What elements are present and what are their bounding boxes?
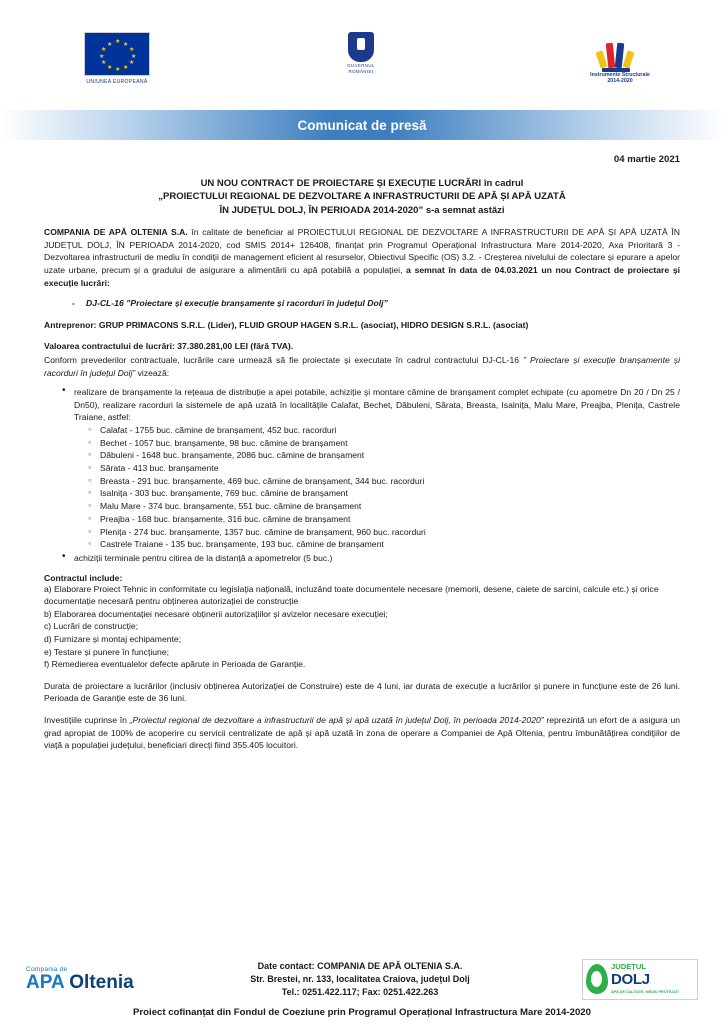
localities-list <box>74 424 680 551</box>
eu-logo <box>84 32 150 85</box>
contact-line-2: Str. Brestei, nr. 133, localitatea Craiova, județul Dolj <box>250 973 470 984</box>
includes-heading: Contractul include: <box>44 572 123 583</box>
locality-text: Calafat - 1755 buc. cămine de branșament, 452 buc. racorduri <box>100 424 337 435</box>
structural-instruments-logo <box>572 32 668 85</box>
dolj-logo-line-3: APĂ DE CALITATE, MEDIU PROTEJAT! <box>611 989 680 994</box>
intro-signed-text: a semnat în data de 04.03.2021 un nou Contract de proiectare și execuție lucrări: <box>44 265 681 288</box>
structural-instruments-icon <box>572 32 668 72</box>
list-item <box>100 475 680 488</box>
government-logo <box>334 32 388 78</box>
list-item <box>100 424 680 437</box>
scope-intro-text-b: vizează: <box>135 367 170 378</box>
list-item <box>100 437 680 450</box>
logo-header <box>44 18 680 100</box>
water-drop-icon <box>586 964 608 994</box>
contact-line-3: Tel.: 0251.422.117; Fax: 0251.422.263 <box>281 986 439 997</box>
government-logo-line1: GUVERNUL <box>347 63 375 68</box>
contract-item <box>44 297 680 310</box>
structural-instruments-caption-2: 2014-2020 <box>607 78 633 85</box>
contact-line-1: Date contact: COMPANIA DE APĂ OLTENIA S.A. <box>257 960 463 971</box>
scope-intro-paragraph <box>44 354 680 379</box>
footer-row <box>26 955 698 1003</box>
apa-oltenia-logo <box>26 966 138 992</box>
contractor-line <box>44 319 680 332</box>
list-item: b) Elaborarea documentației necesare obținerii autorizațiilor și avizelor necesare execuției; <box>44 608 388 619</box>
locality-text: Malu Mare - 374 buc. branșamente, 551 buc. cămine de branșament <box>100 501 362 512</box>
scope-list <box>44 386 680 564</box>
press-release-banner <box>0 110 724 140</box>
contract-value-label: Valoarea contractului de lucrări: <box>44 341 178 352</box>
eu-flag-icon <box>84 32 150 76</box>
document-date: 04 martie 2021 <box>613 154 680 165</box>
list-item <box>100 513 680 526</box>
includes-list <box>44 583 680 671</box>
apa-logo-main-a: APA <box>26 972 64 993</box>
judetul-dolj-logo <box>582 959 698 1000</box>
dolj-logo-text <box>611 962 679 997</box>
list-item <box>74 552 680 565</box>
apa-logo-main-b: Oltenia <box>69 972 134 993</box>
locality-text: Plenița - 274 buc. branșamente, 1357 buc. cămine de branșament, 960 buc. racorduri <box>100 526 426 537</box>
list-item <box>100 462 680 475</box>
locality-text: Isalnița - 303 buc. branșamente, 769 buc. cămine de branșament <box>100 488 348 499</box>
eu-stars-icon: ★ ★ ★ ★ ★ ★ ★ ★ ★ ★ ★ ★ <box>99 39 137 73</box>
list-item <box>100 449 680 462</box>
contract-value-line <box>44 340 680 353</box>
list-item: f) Remedierea eventualelor defecte apărute in Perioada de Garanție. <box>44 659 306 670</box>
page-title-line-2: „PROIECTULUI REGIONAL DE DEZVOLTARE A INFRASTRUCTURII DE APĂ ȘI APĂ UZATĂ <box>158 191 566 203</box>
locality-text: Bechet - 1057 buc. branșamente, 98 buc. cămine de branșament <box>100 437 348 448</box>
list-item: a) Elaborare Proiect Tehnic in conformitate cu legislația națională, incluzând toate documentele necesare (memorii, desene, caiete de sarcini, calcule etc.) și orice documentație necesară pentru obținerea autorizației de construcție <box>44 583 659 607</box>
page-title <box>44 177 680 217</box>
list-item: d) Furnizare și montaj echipamente; <box>44 633 182 644</box>
banner-title: Comunicat de presă <box>297 117 427 133</box>
cofinance-note: Proiect cofinanțat din Fondul de Coeziune prin Programul Operațional Infrastructura Mare 2014-2020 <box>133 1007 591 1018</box>
list-item <box>100 526 680 539</box>
investments-text-a: Investițiile cuprinse în <box>44 714 130 725</box>
investments-project-name: „Proiectul regional de dezvoltare a infrastructurii de apă și apă uzată în județul Dolj, în perioada 2014-2020” <box>129 714 544 725</box>
dash-marker: - <box>72 298 75 309</box>
scope-intro-text-a: Conform prevederilor contractuale, lucrările care urmează să fie proiectate și executate în cadrul contractului DJ-CL-16 <box>44 354 524 365</box>
structural-instruments-caption-1: Instrumente Structurale <box>590 72 650 78</box>
list-item <box>100 500 680 513</box>
apa-logo-top: Compania de <box>26 966 68 973</box>
list-item <box>100 487 680 500</box>
investments-text-b: reprezintă un efort de a asigura un grad apropiat de 100% de acoperire cu servicii centralizate de apă și apă uzată în zona de operare a Companiei de Apă Oltenia, pentru îmbunătățirea condițiilor de viață a populației județului, beneficiari direcți fiind 355.405 locuitori. <box>44 714 681 751</box>
page-title-line-1: UN NOU CONTRACT DE PROIECTARE ȘI EXECUȚIE LUCRĂRI în cadrul <box>200 178 524 189</box>
list-item <box>74 386 680 551</box>
intro-text: în calitate de beneficiar al PROIECTULUI REGIONAL DE DEZVOLTARE A INFRASTRUCTURII DE APĂ ȘI APĂ UZATĂ ÎN JUDEȚUL DOLJ, ÎN PERIOADA 2014-2020, cod SMIS 2014+ 126408, finanțat prin Programul Operațional Infrastructura Mare 2014-2020, Axa Prioritară 3 - Dezvoltarea infrastructurii de mediu în condiții de management eficient al resurselor, Obiectivul Specific (OS) 3.2. - Creșterea nivelului de colectare și epurare a apelor uzate urbane, precum și a gradului de asigurare a alimentării cu apă potabilă a populației, <box>44 227 680 275</box>
contractor-label: Antreprenor: <box>44 319 99 330</box>
intro-paragraph <box>44 226 680 289</box>
footer <box>0 955 724 1018</box>
locality-text: Dăbuleni - 1648 buc. branșamente, 2086 buc. cămine de branșament <box>100 450 365 461</box>
government-logo-line2: ROMÂNIEI <box>348 69 374 74</box>
bullet-text-2: achiziții terminale pentru citirea de la distanță a apometrelor (5 buc.) <box>74 552 333 563</box>
page-title-line-3: ÎN JUDEȚUL DOLJ, ÎN PERIOADA 2014-2020” s-a semnat astăzi <box>219 204 505 216</box>
contractor-value: GRUP PRIMACONS S.R.L. (Lider), FLUID GROUP HAGEN S.R.L. (asociat), HIDRO DESIGN S.R.L. (asociat) <box>98 319 529 330</box>
government-crest-icon <box>334 32 388 78</box>
duration-paragraph: Durata de proiectare a lucrărilor (inclusiv obținerea Autorizației de Construire) este de 4 luni, iar durata de execuție a lucrărilor și punere in funcțiune este de 26 luni. Perioada de Garanție este de 36 luni. <box>44 680 680 704</box>
bullet-text-1: realizare de branșamente la rețeaua de distribuție a apei potabile, achiziție și montare cămine de branșament complet echipate (cu apometre Dn 20 / Dn 25 / Dn50), realizare racorduri la sistemele de apă uzată în localitățile Calafat, Bechet, Dăbuleni, Sărata, Breasta, Isalnița, Malu Mare, Preajba, Plenița, Castrele Traiane, astfel: <box>74 387 680 423</box>
locality-text: Castrele Traiane - 135 buc. branșamente, 193 buc. cămine de branșament <box>100 539 384 550</box>
investments-paragraph <box>44 714 680 752</box>
contract-value-amount: 37.380.281,00 LEI (fără TVA). <box>177 341 294 352</box>
scope-intro-contract-name: ” Proiectare și execuție branșamente și racorduri în județul Dolj” <box>44 354 680 378</box>
contact-block <box>138 960 582 999</box>
locality-text: Preajba - 168 buc. branșamente, 316 buc. cămine de branșament <box>100 513 351 524</box>
apa-logo-main <box>26 973 138 992</box>
locality-text: Breasta - 291 buc. branșamente, 469 buc. cămine de branșament, 344 buc. racorduri <box>100 475 425 486</box>
contract-item-label: DJ-CL-16 ”Proiectare și execuție branșamente și racorduri în județul Dolj” <box>86 298 388 309</box>
list-item: c) Lucrări de construcție; <box>44 621 139 632</box>
eu-logo-caption: UNIUNEA EUROPEANĂ <box>86 79 148 85</box>
beneficiary-name: COMPANIA DE APĂ OLTENIA S.A. <box>44 227 188 238</box>
list-item <box>100 538 680 551</box>
list-item: e) Testare și punere în funcțiune; <box>44 646 170 657</box>
locality-text: Sărata - 413 buc. branșamente <box>100 463 219 474</box>
dolj-logo-line-2: DOLJ <box>611 970 650 988</box>
dolj-logo-line-1: JUDEȚUL <box>611 961 647 971</box>
